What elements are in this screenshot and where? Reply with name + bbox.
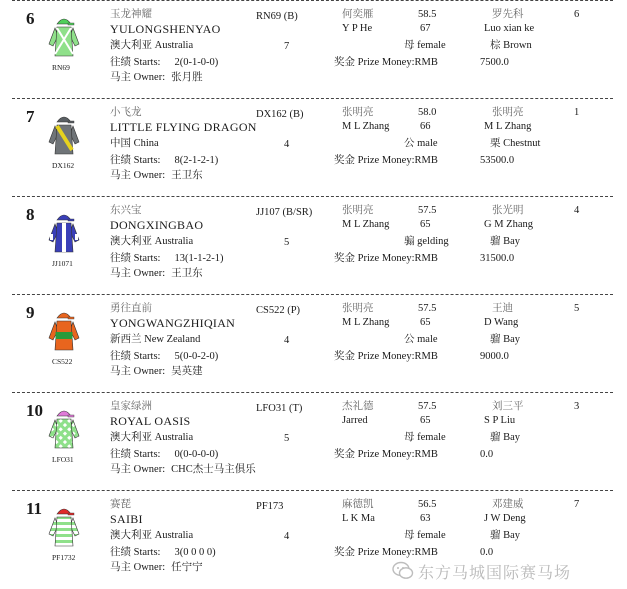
weight: 57.5 [418,303,437,314]
prize-label: 奖金 Prize Money:RMB [334,57,438,68]
owner-line [110,464,256,476]
prize-money: 31500.0 [480,253,515,264]
brand-code: LFO31 (T) [256,403,303,414]
trainer-name-cn: 刘三平 [492,401,524,412]
origin: 中国 China [110,138,159,149]
rating: 67 [420,23,431,34]
career-starts-line [110,547,216,559]
rating: 66 [420,121,431,132]
horse-name-cn: 赛琵 [110,499,131,510]
rating: 63 [420,513,431,524]
trainer-name-en: M L Zhang [484,121,532,132]
horse-colour: 棕 Brown [490,40,532,51]
owner-label: 马主 Owner: [110,464,166,475]
owner-line [110,170,203,182]
rating: 65 [420,415,431,426]
owner-value: 张月胜 [171,72,203,83]
horse-code: CS522 [52,357,73,366]
last-placing: 3 [574,401,580,412]
separator [12,294,613,295]
brand-code: RN69 (B) [256,11,298,22]
owner-label: 马主 Owner: [110,72,166,83]
origin: 新西兰 New Zealand [110,334,201,345]
separator [12,392,613,393]
owner-value: CHC杰士马主俱乐 [171,464,256,475]
horse-name-cn: 东兴宝 [110,205,142,216]
owner-value: 吴英建 [171,366,203,377]
owner-label: 马主 Owner: [110,268,166,279]
owner-value: 任宁宁 [171,562,203,573]
horse-number: 10 [26,401,43,420]
weight: 58.5 [418,9,437,20]
career-starts-label: 往绩 Starts: [110,449,161,460]
horse-code: DX162 [52,161,75,170]
horse-name-en: YONGWANGZHIQIAN [110,316,236,330]
brand-code: DX162 (B) [256,109,304,120]
prize-money: 0.0 [480,547,494,558]
owner-line [110,562,203,574]
rating: 65 [420,219,431,230]
separator [12,98,613,99]
origin: 澳大利亚 Australia [110,530,194,541]
prize-label: 奖金 Prize Money:RMB [334,155,438,166]
trainer-name-en: J W Deng [484,513,526,524]
jockey-silks-icon [48,14,80,58]
prize-label: 奖金 Prize Money:RMB [334,547,438,558]
trainer-name-en: D Wang [484,317,519,328]
wechat-icon [392,561,414,581]
rating: 65 [420,317,431,328]
origin: 澳大利亚 Australia [110,432,194,443]
owner-label: 马主 Owner: [110,562,166,573]
prize-label: 奖金 Prize Money:RMB [334,449,438,460]
weight: 57.5 [418,401,437,412]
weight: 57.5 [418,205,437,216]
jockey-silks-icon [48,210,80,254]
horse-colour: 栗 Chestnut [490,138,541,149]
sex: 母 female [404,530,446,541]
horse-colour: 骝 Bay [490,236,521,247]
sex: 公 male [404,138,438,149]
career-starts-label: 往绩 Starts: [110,155,161,166]
barrier-draw: 4 [284,531,290,542]
trainer-name-en: G M Zhang [484,219,533,230]
horse-code: JJ1071 [52,259,73,268]
owner-label: 马主 Owner: [110,366,166,377]
trainer-name-cn: 张明亮 [492,107,524,118]
last-placing: 4 [574,205,580,216]
jockey-silks-icon [48,406,80,450]
brand-code: CS522 (P) [256,305,301,316]
barrier-draw: 7 [284,41,290,52]
career-starts-line [110,155,218,167]
owner-label: 马主 Owner: [110,170,166,181]
career-starts-value: 8(2-1-2-1) [174,155,219,166]
jockey-name-en: M L Zhang [342,317,390,328]
career-starts-value: 2(0-1-0-0) [174,57,219,68]
trainer-name-cn: 王迪 [492,303,513,314]
barrier-draw: 5 [284,237,290,248]
jockey-name-cn: 何奕雁 [342,9,374,20]
horse-code: RN69 [52,63,70,72]
owner-line [110,366,203,378]
trainer-name-cn: 罗先科 [492,9,524,20]
prize-label: 奖金 Prize Money:RMB [334,253,438,264]
career-starts-value: 3(0 0 0 0) [174,547,216,558]
horse-number: 8 [26,205,35,224]
separator [12,196,613,197]
separator [12,490,613,491]
owner-value: 王卫东 [171,268,203,279]
last-placing: 7 [574,499,580,510]
career-starts-line [110,449,218,461]
sex: 母 female [404,40,446,51]
prize-money: 53500.0 [480,155,515,166]
horse-number: 9 [26,303,35,322]
horse-name-en: ROYAL OASIS [110,414,191,428]
jockey-name-cn: 麻德凯 [342,499,374,510]
sex: 公 male [404,334,438,345]
horse-colour: 骝 Bay [490,432,521,443]
prize-label: 奖金 Prize Money:RMB [334,351,438,362]
horse-entry [0,104,627,196]
last-placing: 6 [574,9,580,20]
watermark [392,560,612,582]
career-starts-line [110,253,223,265]
jockey-name-cn: 张明亮 [342,303,374,314]
horse-name-cn: 勇往直前 [110,303,152,314]
weight: 56.5 [418,499,437,510]
horse-colour: 骝 Bay [490,530,521,541]
owner-value: 王卫东 [171,170,203,181]
sex: 母 female [404,432,446,443]
horse-name-en: YULONGSHENYAO [110,22,221,36]
jockey-name-en: L K Ma [342,513,375,524]
watermark-text: 东方马城国际赛马场 [418,563,572,582]
career-starts-value: 13(1-1-2-1) [174,253,224,264]
horse-entry [0,300,627,392]
prize-money: 9000.0 [480,351,509,362]
career-starts-label: 往绩 Starts: [110,253,161,264]
horse-name-cn: 皇家绿洲 [110,401,152,412]
career-starts-line [110,57,218,69]
horse-name-en: DONGXINGBAO [110,218,204,232]
last-placing: 1 [574,107,580,118]
horse-name-cn: 小飞龙 [110,107,142,118]
jockey-name-cn: 杰礼德 [342,401,374,412]
horse-entry [0,202,627,294]
horse-name-en: SAIBI [110,512,143,526]
sex: 骟 gelding [404,236,449,247]
jockey-silks-icon [48,504,80,548]
career-starts-label: 往绩 Starts: [110,57,161,68]
jockey-name-en: Jarred [342,415,368,426]
career-starts-label: 往绩 Starts: [110,351,161,362]
jockey-name-cn: 张明亮 [342,107,374,118]
career-starts-value: 0(0-0-0-0) [174,449,219,460]
last-placing: 5 [574,303,580,314]
horse-code: LFO31 [52,455,74,464]
horse-entry [0,6,627,98]
jockey-name-cn: 张明亮 [342,205,374,216]
origin: 澳大利亚 Australia [110,236,194,247]
horse-entry [0,398,627,490]
career-starts-line [110,351,218,363]
trainer-name-en: S P Liu [484,415,516,426]
origin: 澳大利亚 Australia [110,40,194,51]
jockey-silks-icon [48,112,80,156]
trainer-name-cn: 张光明 [492,205,524,216]
jockey-name-en: Y P He [342,23,373,34]
weight: 58.0 [418,107,437,118]
career-starts-value: 5(0-0-2-0) [174,351,219,362]
horse-colour: 骝 Bay [490,334,521,345]
jockey-name-en: M L Zhang [342,219,390,230]
horse-number: 7 [26,107,35,126]
separator [12,0,613,1]
owner-line [110,72,203,84]
trainer-name-cn: 邓建威 [492,499,524,510]
horse-name-cn: 玉龙神耀 [110,9,152,20]
horse-code: PF1732 [52,553,76,562]
barrier-draw: 4 [284,335,290,346]
jockey-name-en: M L Zhang [342,121,390,132]
brand-code: JJ107 (B/SR) [256,207,313,218]
owner-line [110,268,203,280]
brand-code: PF173 [256,501,284,512]
prize-money: 0.0 [480,449,494,460]
career-starts-label: 往绩 Starts: [110,547,161,558]
horse-number: 6 [26,9,35,28]
barrier-draw: 4 [284,139,290,150]
horse-name-en: LITTLE FLYING DRAGON [110,120,257,134]
trainer-name-en: Luo xian ke [484,23,535,34]
jockey-silks-icon [48,308,80,352]
barrier-draw: 5 [284,433,290,444]
horse-number: 11 [26,499,43,518]
prize-money: 7500.0 [480,57,509,68]
